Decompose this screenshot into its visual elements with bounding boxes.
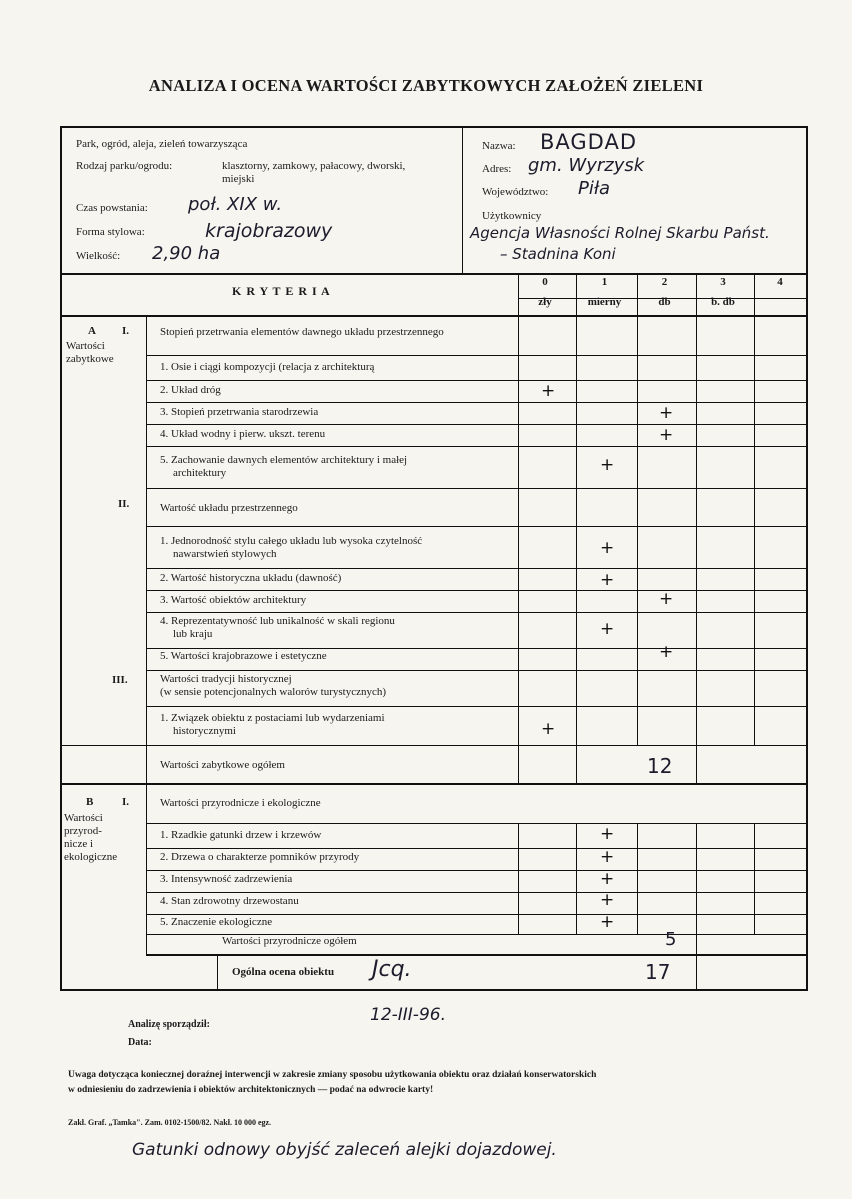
col-line-2b [637, 823, 638, 934]
criterion-a2-1-cont: nawarstwień stylowych [173, 548, 277, 560]
row-line [146, 870, 806, 871]
overall-label: Ogólna ocena obiektu [232, 966, 335, 978]
criterion-a2-1: 1. Jednorodność stylu całego układu lub wysoka czytelność [160, 535, 423, 547]
criterion-b-4: 4. Stan zdrowotny drzewostanu [160, 895, 299, 907]
row-line [146, 488, 806, 489]
row-line [146, 355, 806, 356]
row-line [146, 706, 806, 707]
section-a-total-label: Wartości zabytkowe ogółem [160, 759, 285, 771]
criterion-b-5: 5. Znaczenie ekologiczne [160, 916, 273, 928]
score-mark-b-4: + [600, 890, 615, 910]
woj-label: Województwo: [482, 186, 549, 198]
col-line-0b [518, 823, 519, 934]
score-mark-a2-5: + [659, 642, 674, 662]
criterion-b-1: 1. Rzadkie gatunki drzew i krzewów [160, 829, 322, 841]
row-line [146, 402, 806, 403]
section-b-label-2: przyrod- [64, 825, 102, 837]
row-line [146, 568, 806, 569]
row-line [146, 380, 806, 381]
col-line-4 [754, 273, 755, 746]
adres-label: Adres: [482, 163, 512, 175]
analysis-label: Analizę sporządził: [128, 1019, 210, 1030]
score-mark-a2-4: + [600, 619, 615, 639]
col-line-0 [518, 273, 519, 784]
score-3-label: b. db [711, 296, 735, 308]
score-mark-b-3: + [600, 869, 615, 889]
woj-value: Piła [578, 178, 611, 199]
row-line [62, 745, 806, 746]
score-mark-b-2: + [600, 847, 615, 867]
data-label: Data: [128, 1037, 152, 1048]
criterion-a1-5-cont: architektury [173, 467, 227, 479]
criterion-a1-1: 1. Osie i ciągi kompozycji (relacja z architekturą [160, 361, 375, 373]
criterion-a2-4-cont: lub kraju [173, 628, 213, 640]
type-line: Park, ogród, aleja, zieleń towarzysząca [76, 138, 248, 150]
wielkosc-value: 2,90 ha [152, 243, 221, 264]
row-line [146, 848, 806, 849]
score-2-label: db [658, 296, 671, 308]
section-a-code: A [88, 325, 96, 337]
col-line-1b [576, 823, 577, 934]
score-mark-b-1: + [600, 824, 615, 844]
criterion-a2-4: 4. Reprezentatywność lub unikalność w skali regionu [160, 615, 395, 627]
row-line [146, 648, 806, 649]
note-line-2: w odniesieniu do zadrzewienia i obiektów architektonicznych — podać na odwrocie karty! [68, 1085, 434, 1095]
czas-label: Czas powstania: [76, 202, 148, 214]
nazwa-label: Nazwa: [482, 140, 516, 152]
rodzaj-options-2: miejski [222, 173, 255, 185]
print-info: Zakł. Graf. „Tamka". Zam. 0102-1500/82. Nakł. 10 000 egz. [68, 1118, 272, 1127]
score-4-num: 4 [777, 276, 783, 288]
section-a-roman-3: III. [112, 674, 128, 686]
score-1-num: 1 [601, 276, 608, 288]
score-3-num: 3 [720, 276, 726, 288]
note-line-1: Uwaga dotycząca koniecznej doraźnej interwencji w zakresie zmiany sposobu użytkowania obiektu oraz działań konserwatorskich [68, 1070, 597, 1080]
row-line [146, 892, 806, 893]
uzytk-label: Użytkownicy [482, 210, 542, 222]
row-line [146, 446, 806, 447]
group1-title: Stopień przetrwania elementów dawnego układu przestrzennego [160, 326, 444, 338]
divider-overall [146, 954, 806, 956]
score-mark-a1-5: + [600, 455, 615, 475]
rodzaj-options: klasztorny, zamkowy, pałacowy, dworski, [222, 160, 406, 172]
group3-title-2: (w sensie potencjonalnych walorów turystycznych) [160, 686, 387, 698]
col-line-overall [696, 934, 697, 991]
score-0-num: 0 [542, 276, 548, 288]
criterion-a1-4: 4. Układ wodny i pierw. ukszt. terenu [160, 428, 326, 440]
handwritten-note: Gatunki odnowy obyjść zaleceń alejki dojazdowej. [132, 1140, 557, 1160]
criterion-a2-3: 3. Wartość obiektów architektury [160, 594, 307, 606]
page-title: ANALIZA I OCENA WARTOŚCI ZABYTKOWYCH ZAŁOŻEŃ ZIELENI [148, 76, 704, 95]
adres-value: gm. Wyrzysk [528, 155, 645, 176]
group-b-title: Wartości przyrodnicze i ekologiczne [160, 797, 321, 809]
criterion-a2-2: 2. Wartość historyczna układu (dawność) [160, 572, 342, 584]
section-a-label-2: zabytkowe [66, 353, 114, 365]
col-line-3 [696, 273, 697, 784]
section-a-roman-2: II. [118, 498, 130, 510]
section-col-line [146, 316, 147, 954]
score-mark-b-5: + [600, 912, 615, 932]
score-mark-a2-1: + [600, 538, 615, 558]
czas-value: poł. XIX w. [188, 194, 283, 215]
criterion-a1-2: 2. Układ dróg [160, 384, 221, 396]
score-mark-a3-1: + [541, 719, 556, 739]
section-a-total-value: 12 [647, 754, 673, 778]
criterion-b-2: 2. Drzewa o charakterze pomników przyrody [160, 851, 360, 863]
overall-signature: Jcq. [372, 957, 412, 982]
divider-criteria [62, 315, 806, 317]
col-line-3b [696, 823, 697, 934]
score-mark-a1-3: + [659, 403, 674, 423]
section-b-total-label: Wartości przyrodnicze ogółem [222, 935, 357, 947]
row-line [146, 612, 806, 613]
criterion-a1-3: 3. Stopień przetrwania starodrzewia [160, 406, 319, 418]
divider-section-b [62, 783, 806, 785]
section-b-code: B [86, 796, 94, 808]
row-line [146, 424, 806, 425]
uzytk-value: Agencja Własności Rolnej Skarbu Państ. [470, 224, 770, 242]
group2-title: Wartość układu przestrzennego [160, 502, 298, 514]
analysis-value: 12-III-96. [370, 1005, 446, 1025]
nazwa-value: BAGDAD [540, 130, 638, 154]
row-line [146, 823, 806, 824]
row-line [146, 526, 806, 527]
section-b-label-4: ekologiczne [64, 851, 118, 863]
kryteria-label: K R Y T E R I A [232, 284, 331, 298]
score-mark-a2-2: + [600, 570, 615, 590]
section-b-label-1: Wartości [64, 812, 103, 824]
criterion-a3-1-cont: historycznymi [173, 725, 236, 737]
col-line-4b [754, 823, 755, 934]
overall-value: 17 [645, 960, 671, 984]
col-line-1 [576, 273, 577, 784]
group3-title: Wartości tradycji historycznej [160, 673, 292, 685]
section-b-label-3: nicze i [64, 838, 94, 850]
criterion-b-3: 3. Intensywność zadrzewienia [160, 873, 293, 885]
wielkosc-label: Wielkość: [76, 250, 121, 262]
overall-left-line [217, 954, 218, 991]
col-line-2 [637, 273, 638, 746]
row-line [146, 590, 806, 591]
forma-value: krajobrazowy [205, 220, 333, 242]
row-line [146, 914, 806, 915]
forma-label: Forma stylowa: [76, 226, 145, 238]
score-mark-a1-4: + [659, 425, 674, 445]
divider-header [62, 273, 806, 275]
score-1-label: mierny [587, 296, 622, 308]
section-a-roman: I. [122, 325, 130, 337]
score-mark-a2-3: + [659, 589, 674, 609]
section-b-roman: I. [122, 796, 130, 808]
section-a-label-1: Wartości [66, 340, 105, 352]
score-2-num: 2 [661, 276, 668, 288]
section-b-total-value: 5 [665, 929, 677, 950]
header-split [462, 128, 463, 273]
score-0-label: zły [538, 296, 552, 308]
row-line [146, 670, 806, 671]
rodzaj-label: Rodzaj parku/ogrodu: [76, 160, 173, 172]
uzytk-value-2: – Stadnina Koni [500, 245, 616, 263]
criterion-a1-5: 5. Zachowanie dawnych elementów architektury i małej [160, 454, 408, 466]
criterion-a2-5: 5. Wartości krajobrazowe i estetyczne [160, 650, 327, 662]
criterion-a3-1: 1. Związek obiektu z postaciami lub wydarzeniami [160, 712, 385, 724]
score-mark-a1-2: + [541, 381, 556, 401]
